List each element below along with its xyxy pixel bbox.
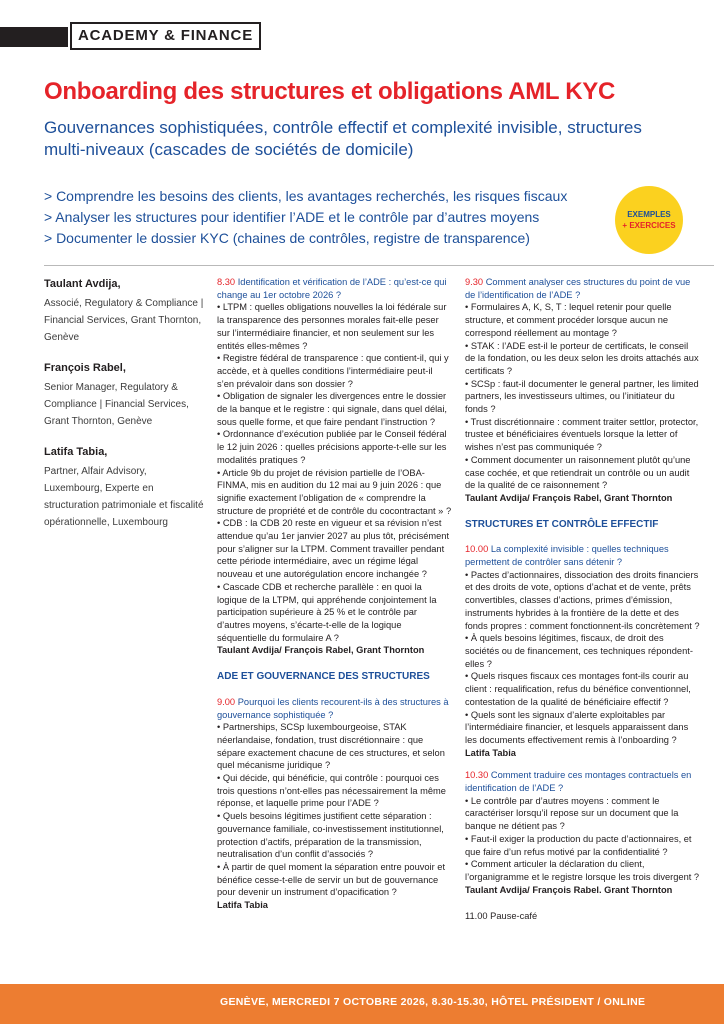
- badge-line1: EXEMPLES: [627, 210, 671, 219]
- program-column-left: [217, 276, 452, 922]
- session-time: 10.30: [465, 770, 489, 781]
- event-details: GENÈVE, MERCREDI 7 OCTOBRE 2026, 8.30-15.30, HÔTEL PRÉSIDENT / ONLINE: [220, 996, 646, 1008]
- session-speakers: Taulant Avdija/ François Rabel, Grant Thornton: [465, 492, 673, 503]
- page-title: Onboarding des structures et obligations AML KYC: [44, 78, 615, 105]
- coffee-break: 11.00 Pause-café: [465, 911, 538, 922]
- session-heading: [465, 543, 700, 568]
- speaker-tabia: [44, 444, 204, 531]
- session-title: Comment analyser ces structures du point de vue de l’identification de l’ADE ?: [465, 277, 691, 300]
- header-band: [0, 27, 68, 47]
- speakers-column: [44, 276, 204, 545]
- session-time: 10.00: [465, 544, 489, 555]
- program-column-right: [465, 276, 700, 923]
- session-body: • Pactes d’actionnaires, dissociation des droits financiers et des droits de vote, options d’achat et de vente, prêts convertibles, classes d’actions, primes d’émission, instruments hybrides à la frontière de la dette et des fonds propres : comment fonctionnent-ils concrètement ? • À quels besoins légitimes, fiscaux, de droit des sociétés ou de financement, ces techniques répondent-elles ? • Quels risques fiscaux ces montages font-ils courir au client : requalification, refus du bénéfice conventionnel, contestation de la qualité de bénéficiaire effectif ? • Quels sont les signaux d’alerte exploitables par l’intermédiaire financier, et lesquels apparaissent dans les documents effectivement remis à l’onboarding ?: [465, 569, 700, 745]
- speaker-desc: Partner, Alfair Advisory, Luxembourg, Experte en structuration patrimoniale et fiscalité opérationnelle, Luxembourg: [44, 466, 204, 528]
- speaker-name: Latifa Tabia,: [44, 446, 108, 458]
- session-heading: [465, 769, 700, 794]
- session-0900: [217, 696, 452, 912]
- session-1030: [465, 769, 700, 896]
- session-time: 9.00: [217, 696, 236, 707]
- session-speakers: Latifa Tabia: [217, 900, 268, 911]
- session-body: • Le contrôle par d’autres moyens : comment le caractériser lorsqu’il repose sur un document que la banque ne détient pas ? • Faut-il exiger la production du pacte d’actionnaires, et que faire d’un refus motivé par la confidentialité ? • Comment articuler la déclaration du client, l’organigramme et le registre lorsque les trois divergent ?: [465, 795, 700, 882]
- divider: [44, 265, 714, 266]
- session-0930: [465, 276, 700, 505]
- goal-item: > Documenter le dossier KYC (chaines de contrôles, registre de transparence): [44, 230, 530, 246]
- speaker-desc: Senior Manager, Regulatory & Compliance | Financial Services, Grant Thornton, Genève: [44, 382, 189, 427]
- session-body: • Partnerships, SCSp luxembourgeoise, STAK néerlandaise, fondation, trust discrétionnaire : que sépare exactement chacune de ces structures, et selon quel mécanisme juridique ? • Qui décide, qui bénéficie, qui contrôle : pourquoi ces trois questions n’ont-elles pas nécessairement la même réponse, et laquelle prime pour l’ADE ? • Quels besoins légitimes justifient cette séparation : gouvernance familiale, co-investissement institutionnel, protection d’actifs, préparation de la transmission, neutralisation d’un conflit d’associés ? • À partir de quel moment la séparation entre pouvoir et bénéfice cesse-t-elle de servir un but de gouvernance pour devenir un instrument d’opacification ?: [217, 722, 446, 898]
- session-time: 8.30: [217, 277, 236, 287]
- session-speakers: Taulant Avdija/ François Rabel, Grant Thornton: [217, 645, 425, 656]
- session-title: Identification et vérification de l’ADE : qu’est-ce qui change au 1er octobre 2026 ?: [217, 277, 447, 300]
- session-speakers: Taulant Avdija/ François Rabel. Grant Thornton: [465, 884, 673, 895]
- session-body: • Formulaires A, K, S, T : lequel retenir pour quelle structure, et comment procéder lorsque aucun ne correspond réellement au montage ? • STAK : l’ADE est-il le porteur de certificats, le conseil de la fondation, ou les deux selon les droits attachés aux certificats ? • SCSp : faut-il documenter le general partner, les limited partners, les investisseurs ultimes, ou l’initiateur du fonds ? • Trust discrétionnaire : comment traiter settlor, protector, trustee et bénéficiaires éventuels lorsque la letter of wishes n’est pas communiquée ? • Comment documenter un raisonnement plutôt qu’une case cochée, et que retiendrait un contrôle ou un audit de la qualité de ce raisonnement ?: [465, 302, 699, 491]
- session-heading: [465, 276, 700, 301]
- brand-logo: ACADEMY & FINANCE: [70, 22, 261, 50]
- session-title: La complexité invisible : quelles techniques permettent de contrôler sans détenir ?: [465, 544, 669, 568]
- session-heading: [217, 696, 452, 721]
- badge-line2: + EXERCICES: [622, 221, 676, 230]
- goal-item: > Analyser les structures pour identifier l’ADE et le contrôle par d’autres moyens: [44, 209, 540, 225]
- footer-bar: [0, 984, 724, 1024]
- speaker-desc: Associé, Regulatory & Compliance | Financial Services, Grant Thornton, Genève: [44, 298, 204, 343]
- session-0830: [217, 276, 452, 657]
- session-heading: [217, 276, 452, 301]
- goal-item: > Comprendre les besoins des clients, les avantages recherchés, les risques fiscaux: [44, 188, 568, 204]
- session-speakers: Latifa Tabia: [465, 747, 516, 758]
- speaker-name: Taulant Avdija,: [44, 278, 121, 290]
- page-subtitle: Gouvernances sophistiquées, contrôle effectif et complexité invisible, structures multi-niveaux (cascades de sociétés de domicile): [44, 118, 642, 159]
- section-heading: STRUCTURES ET CONTRÔLE EFFECTIF: [465, 518, 659, 530]
- session-body: • LTPM : quelles obligations nouvelles la loi fédérale sur la transparence des personnes morales fait-elle peser sur l’intermédiaire financier, et non seulement sur les entités elles-mêmes ? • Registre fédéral de transparence : que contient-il, qui y accède, et à quelles conditions l’intermédiaire peut-il s’en prévaloir dans son dossier ? • Obligation de signaler les divergences entre le dossier de la banque et le registre : qui signale, dans quel délai, sous quelle forme, et que faire pendant l’instruction ? • Ordonnance d’exécution publiée par le Conseil fédéral le 12 juin 2026 : quelles précisions apporte-t-elle sur les modalités pratiques ? • Article 9b du projet de révision partielle de l’OBA-FINMA, mis en audition du 12 mai au 9 juin 2026 : que signifie exactement l’obligation de « comprendre la structure de propriété et de contrôle du cocontractant » ? • CDB : la CDB 20 reste en vigueur et sa révision n’est attendue qu’au 1er janvier 2027 au plus tôt, précisément pour s’aligner sur la LTPM. Comment travailler pendant cette période intermédiaire, avec un régime légal nouveau et une autorégulation encore inchangée ? • Cascade CDB et recherche parallèle : en quoi la logique de la LTPM, qui appréhende conjointement la participation supérieure à 25 % et le contrôle par d’autres moyens, s’écarte-t-elle de la logique séquentielle du formulaire A ?: [217, 302, 452, 643]
- session-title: Comment traduire ces montages contractuels en identification de l’ADE ?: [465, 770, 692, 794]
- speaker-rabel: [44, 360, 204, 430]
- session-time: 9.30: [465, 277, 484, 287]
- speaker-name: François Rabel,: [44, 362, 126, 374]
- section-heading: ADE ET GOUVERNANCE DES STRUCTURES: [217, 671, 430, 683]
- speaker-avdija: [44, 276, 204, 346]
- session-title: Pourquoi les clients recourent-ils à des structures à gouvernance sophistiquée ?: [217, 696, 449, 720]
- goals-list: [44, 186, 604, 249]
- examples-badge: [615, 186, 683, 254]
- session-1000: [465, 543, 700, 759]
